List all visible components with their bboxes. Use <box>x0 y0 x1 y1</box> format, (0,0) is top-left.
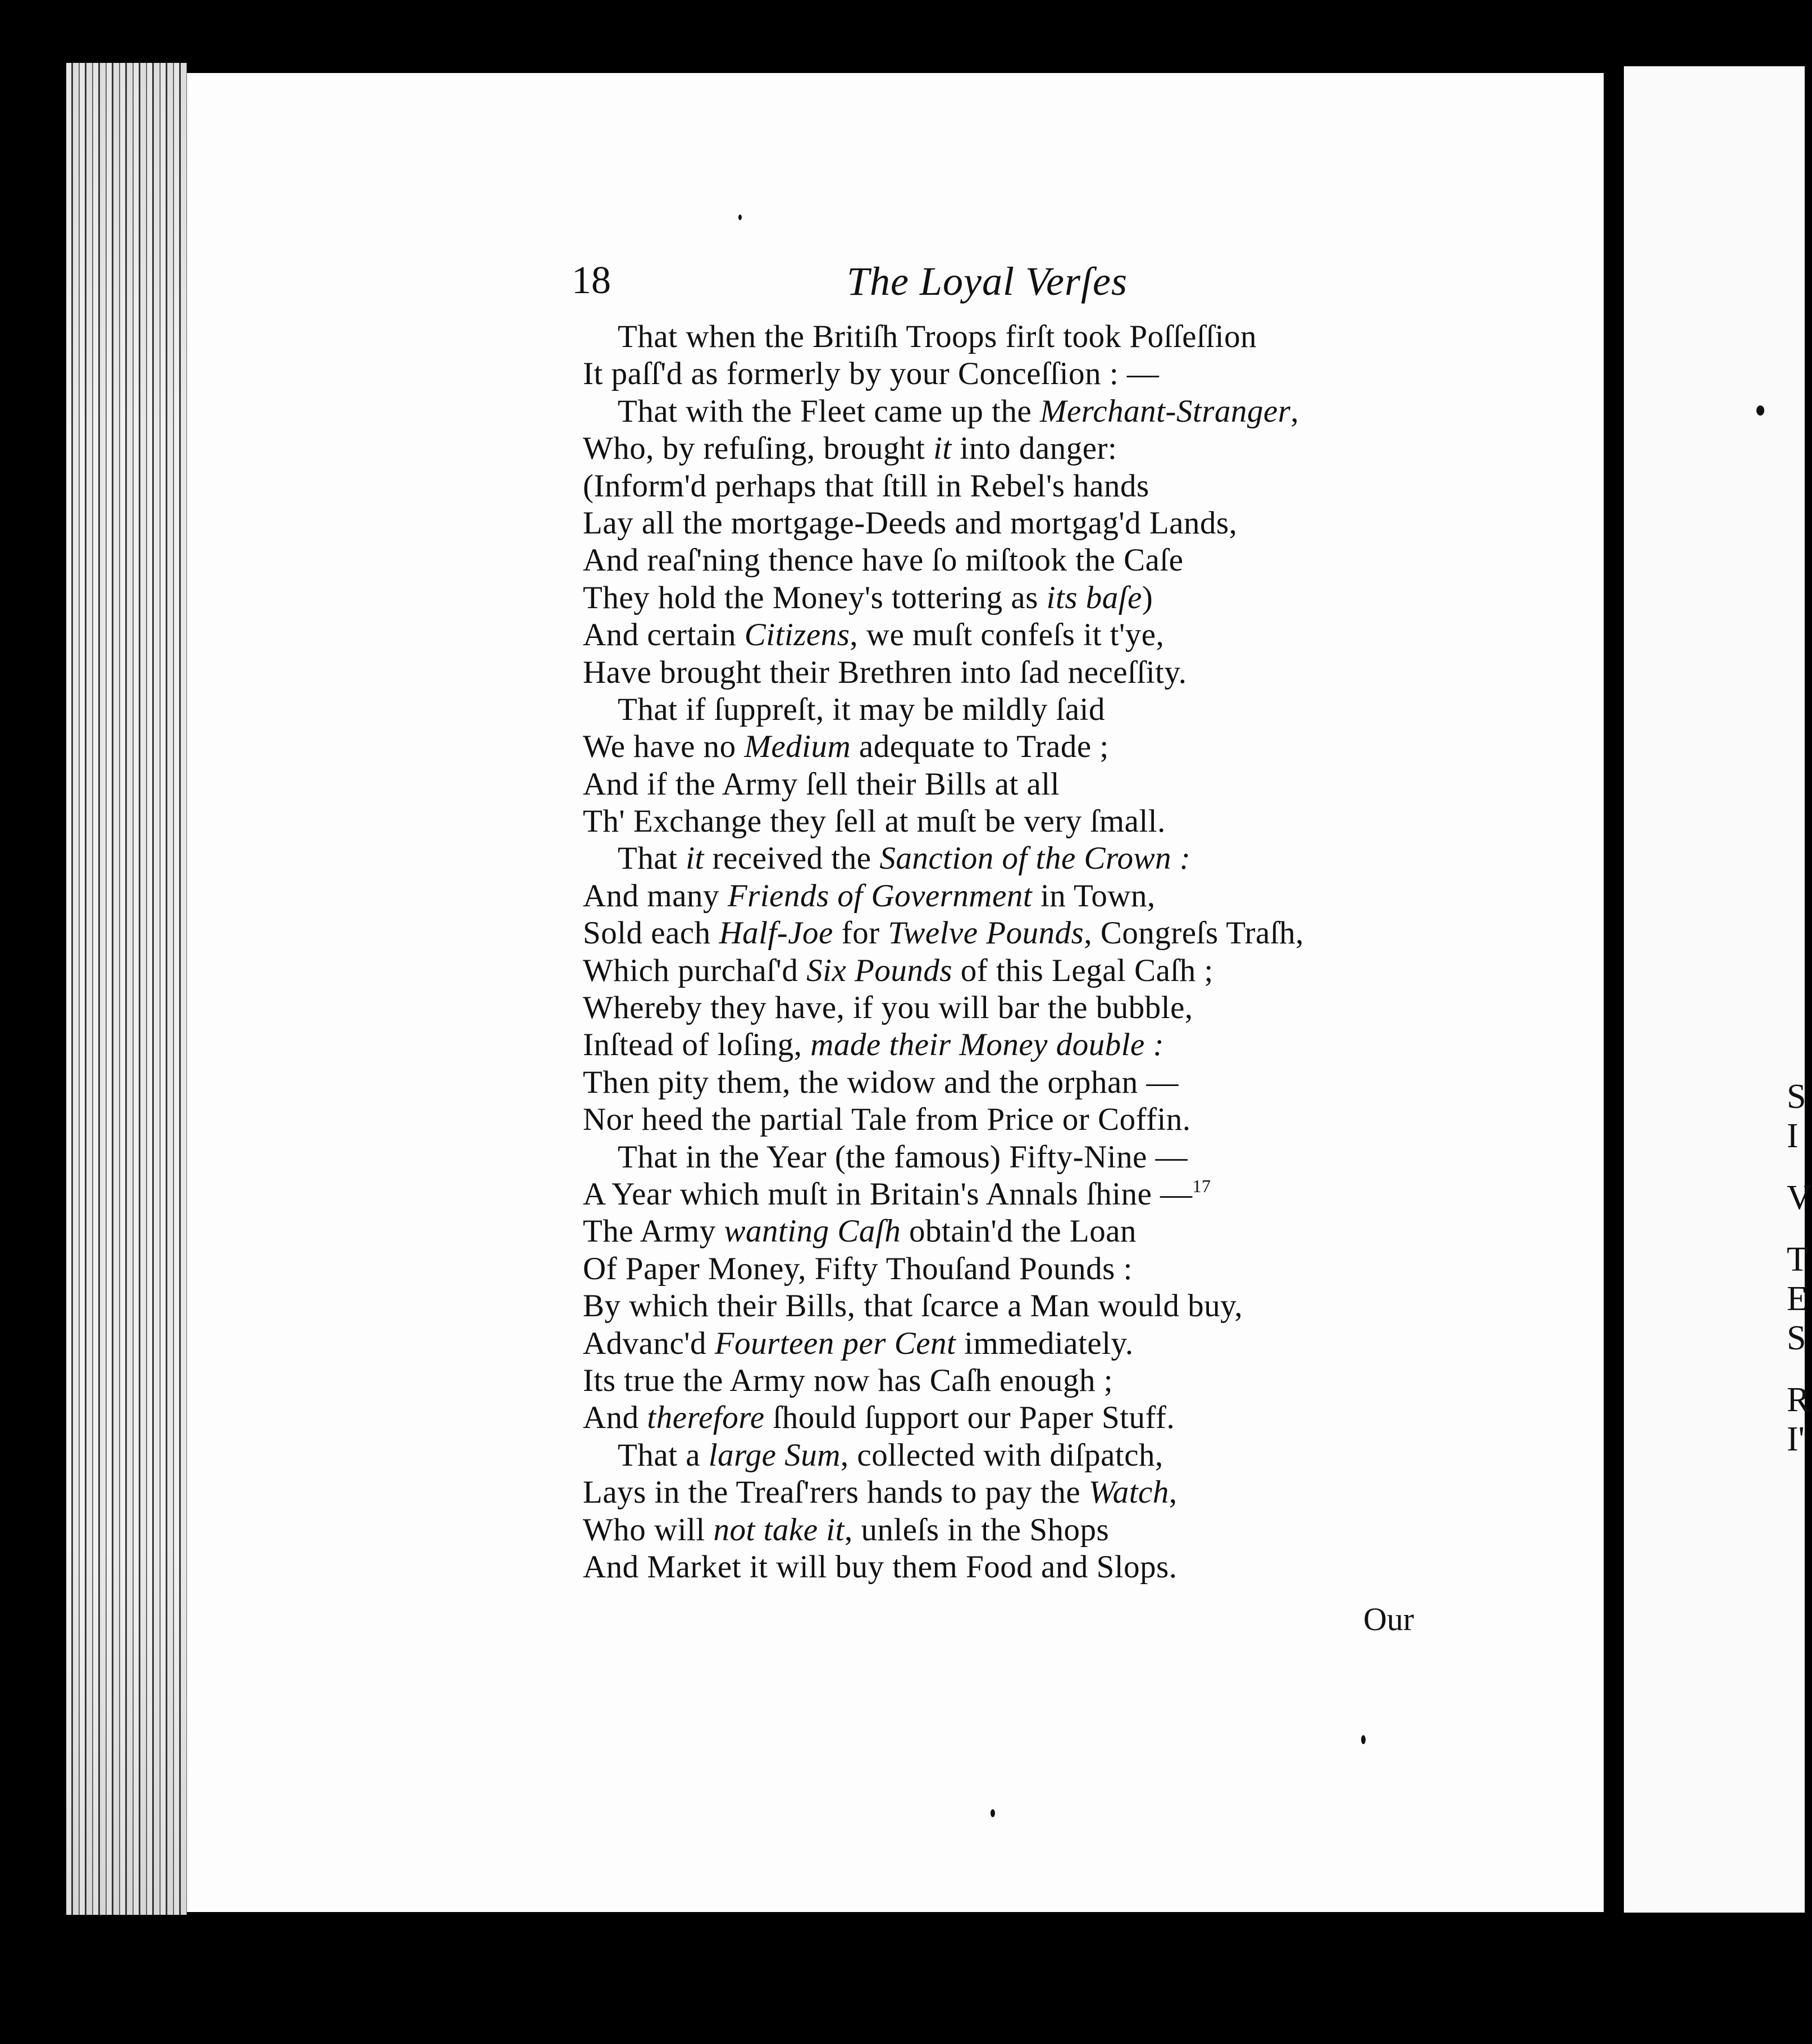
facing-page-letter: S <box>1787 1078 1806 1116</box>
verse-text-run: obtain'd the Loan <box>901 1213 1137 1249</box>
verse-text-run: , collected with diſpatch, <box>840 1437 1163 1473</box>
verse-text-run: in Town, <box>1032 878 1156 914</box>
verse-text-run: Inſtead of loſing, <box>583 1027 811 1063</box>
facing-page-letter: E <box>1787 1280 1808 1318</box>
italic-text: made their Money double : <box>810 1027 1165 1063</box>
facing-page-letter: T <box>1787 1240 1808 1279</box>
verse-text-run: ſhould ſupport our Paper Stuff. <box>764 1400 1175 1436</box>
verse-line <box>583 728 1436 765</box>
verse-text-run: Which purchaſ'd <box>583 952 807 988</box>
verse-text-run: Sold each <box>583 915 719 951</box>
book-page-edges <box>66 63 187 1915</box>
verse-text-run: for <box>833 915 888 951</box>
italic-text: Watch <box>1088 1475 1169 1511</box>
verse-line <box>583 355 1436 393</box>
verse-text-run: immediately. <box>956 1325 1134 1361</box>
italic-text: Half-Joe <box>719 915 833 951</box>
verse-line <box>583 468 1436 505</box>
verse-line <box>583 1399 1436 1436</box>
verse-line <box>583 1064 1436 1101</box>
italic-text: Six Pounds <box>806 952 953 988</box>
facing-page-letter: I <box>1787 1117 1799 1155</box>
italic-text: Twelve Pounds <box>888 915 1084 951</box>
facing-page <box>1624 66 1812 1913</box>
verse-text-run: (Inform'd perhaps that ſtill in Rebel's hands <box>583 468 1149 504</box>
verse-line <box>583 1251 1436 1288</box>
facing-page-letter: R <box>1787 1381 1810 1419</box>
italic-text: it <box>686 841 704 877</box>
verse-line <box>583 1549 1436 1586</box>
verse-text-run: , <box>1290 393 1299 429</box>
verse-text-run: , <box>1169 1475 1177 1511</box>
verse-text-run: That a <box>618 1437 709 1473</box>
verse-text-run: , unleſs in the Shops <box>844 1512 1110 1548</box>
catchword: Our <box>1363 1601 1414 1637</box>
verse-line <box>583 915 1436 952</box>
verse-text-run: Lays in the Treaſ'rers hands to pay the <box>583 1475 1089 1511</box>
verse-text-run: It paſſ'd as formerly by your Conceſſion : — <box>583 356 1160 392</box>
verse-line <box>583 878 1436 915</box>
italic-text: it <box>933 431 952 467</box>
verse-text-run: Then pity them, the widow and the orphan — <box>583 1064 1179 1100</box>
verse-text-run: Th' Exchange they ſell at muſt be very ſmall. <box>583 804 1166 840</box>
verse-text-run: received the <box>704 841 880 877</box>
verse-line <box>583 393 1436 430</box>
verse-text-run: And if the Army ſell their Bills at all <box>583 766 1060 802</box>
facing-page-letter: V <box>1787 1179 1812 1217</box>
italic-text: Friends of Government <box>727 878 1033 914</box>
verse-text-run: Lay all the mortgage-Deeds and mortgag'd Lands, <box>583 505 1238 541</box>
verse-text-run: By which their Bills, that ſcarce a Man would buy, <box>583 1288 1243 1324</box>
verse-text-run: adequate to Trade ; <box>851 729 1109 765</box>
facing-page-fragment <box>1787 1077 1812 1459</box>
verse-text-run: And Market it will buy them Food and Slops. <box>583 1549 1177 1585</box>
verse-line <box>583 766 1436 803</box>
verse-text-run: A Year which muſt in Britain's Annals ſhine — <box>583 1176 1193 1212</box>
verse-line <box>583 580 1436 617</box>
facing-page-letter: S <box>1787 1319 1806 1357</box>
verse-text <box>583 318 1436 1586</box>
italic-text: Sanction of the Crown : <box>879 841 1191 877</box>
facing-page-letter: I' <box>1787 1420 1805 1458</box>
italic-text: large Sum <box>708 1437 841 1473</box>
verse-line <box>583 430 1436 467</box>
verse-text-run: Nor heed the partial Tale from Price or Coffin. <box>583 1102 1191 1138</box>
verse-text-run: Advanc'd <box>583 1325 715 1361</box>
verse-text-run: The Army <box>583 1213 724 1249</box>
verse-text-run: And certain <box>583 617 745 653</box>
verse-text-run: That if ſuppreſt, it may be mildly ſaid <box>618 691 1105 727</box>
verse-line <box>583 1213 1436 1250</box>
italic-text: Fourteen per Cent <box>714 1325 956 1361</box>
verse-line <box>583 803 1436 840</box>
verse-line <box>583 1176 1436 1213</box>
scan-speck <box>1361 1735 1366 1744</box>
verse-line <box>583 1474 1436 1511</box>
verse-line <box>583 654 1436 691</box>
scan-speck <box>738 215 742 220</box>
verse-line <box>583 1512 1436 1549</box>
verse-text-run: Whereby they have, if you will bar the bubble, <box>583 990 1193 1026</box>
verse-text-run: That with the Fleet came up the <box>618 393 1040 429</box>
verse-text-run: into danger: <box>951 431 1117 467</box>
running-head: The Loyal Verſes <box>847 259 1128 304</box>
verse-text-run: Who, by refuſing, brought <box>583 431 934 467</box>
verse-text-run: And many <box>583 878 728 914</box>
verse-line <box>583 1362 1436 1399</box>
verse-text-run: That when the Britiſh Troops firſt took Poſſeſſion <box>618 319 1257 354</box>
verse-text-run: Who will <box>583 1512 714 1548</box>
verse-line <box>583 1139 1436 1176</box>
verse-line <box>583 617 1436 654</box>
verse-text-run: That in the Year (the famous) Fifty-Nine — <box>618 1139 1188 1175</box>
verse-text-run: Have brought their Brethren into ſad neceſſity. <box>583 654 1187 690</box>
verse-text-run: , Congreſs Traſh, <box>1084 915 1304 951</box>
verse-line <box>583 1101 1436 1138</box>
scan-speck <box>991 1809 995 1817</box>
page-header <box>572 258 1133 309</box>
verse-line <box>583 1325 1436 1362</box>
verse-text-run: Its true the Army now has Caſh enough ; <box>583 1362 1113 1398</box>
verse-line <box>583 1288 1436 1325</box>
italic-text: therefore <box>647 1400 765 1436</box>
verse-text-run: That <box>618 841 686 877</box>
verse-line <box>583 952 1436 989</box>
verse-text-run: of this Legal Caſh ; <box>952 952 1213 988</box>
verse-text-run: , we muſt confeſs it t'ye, <box>850 617 1165 653</box>
italic-text: Medium <box>744 729 851 765</box>
verse-line <box>583 1437 1436 1474</box>
verse-text-run: And <box>583 1400 647 1436</box>
verse-line <box>583 505 1436 542</box>
italic-text: not take it <box>713 1512 845 1548</box>
verse-line <box>583 691 1436 728</box>
verse-line <box>583 318 1436 355</box>
verse-line <box>583 989 1436 1026</box>
verse-text-run: Of Paper Money, Fifty Thouſand Pounds : <box>583 1251 1133 1286</box>
verse-text-run: ) <box>1142 580 1153 615</box>
italic-text: wanting Caſh <box>724 1213 901 1249</box>
verse-line <box>583 840 1436 877</box>
verse-text-run: We have no <box>583 729 745 765</box>
line-number: 17 <box>1192 1175 1211 1196</box>
verse-line <box>583 542 1436 579</box>
verse-line <box>583 1026 1436 1064</box>
verse-text-run: And reaſ'ning thence have ſo miſtook the Caſe <box>583 542 1184 578</box>
page-number: 18 <box>572 259 611 302</box>
scan-speck <box>1756 405 1764 416</box>
verse-text-run: They hold the Money's tottering as <box>583 580 1047 615</box>
italic-text: its baſe <box>1046 580 1142 615</box>
italic-text: Citizens <box>744 617 850 653</box>
italic-text: Merchant-Stranger <box>1040 393 1291 429</box>
